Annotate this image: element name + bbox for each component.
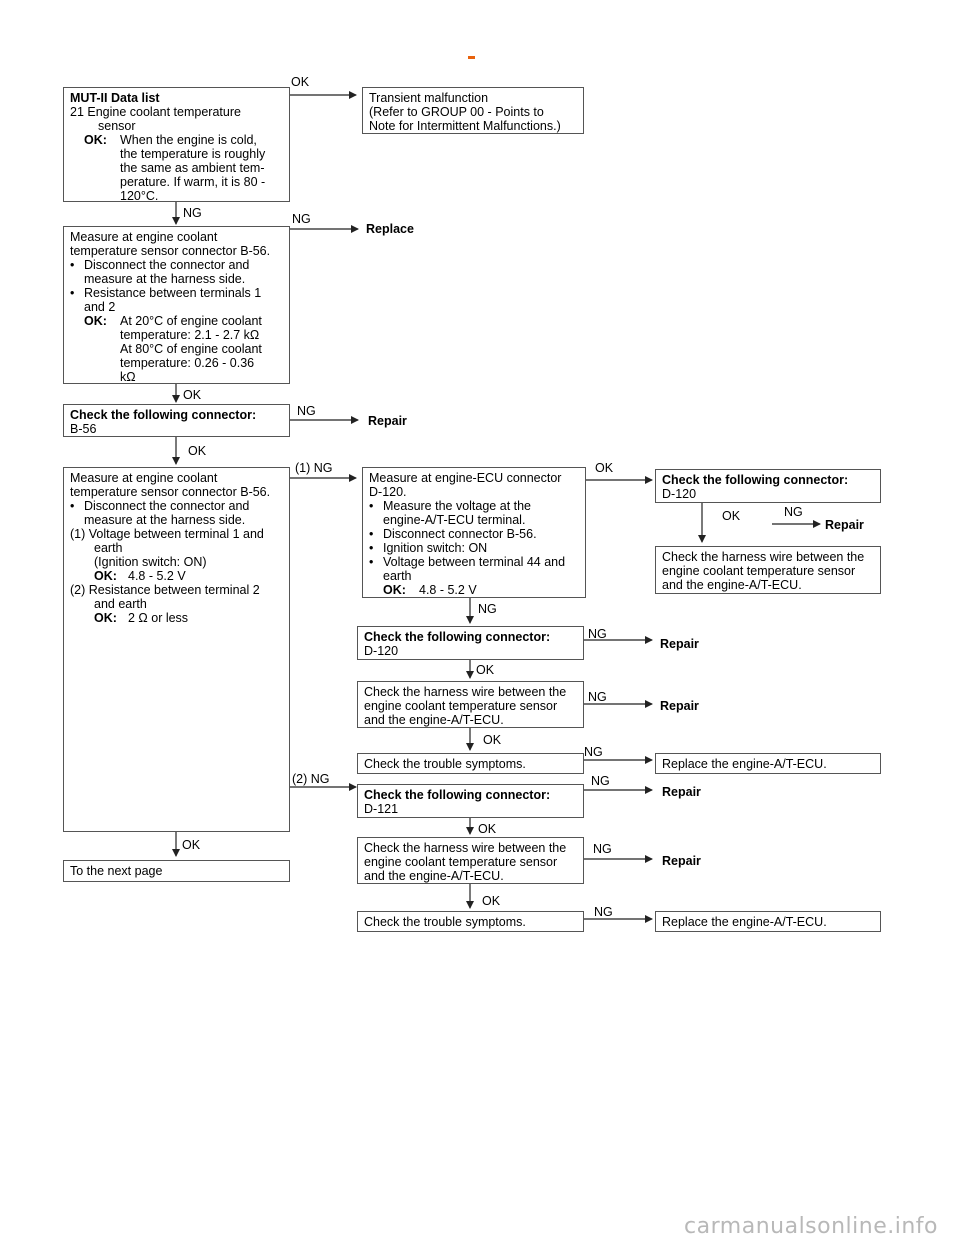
label-b56-ok: OK xyxy=(188,444,207,458)
label-harness1-ok: OK xyxy=(483,733,502,747)
result-repair-b56: Repair xyxy=(368,414,407,428)
check-connector-d120-mid-box: Check the following connector: D-120 xyxy=(357,626,584,660)
check-connector-d121-box: Check the following connector: D-121 xyxy=(357,784,584,818)
label-trouble2-ng: NG xyxy=(594,905,613,919)
label-d121-ok: OK xyxy=(478,822,497,836)
label-b56-ng: NG xyxy=(297,404,316,418)
label-mut-ng: NG xyxy=(183,206,202,220)
replace-ecu1-box: Replace the engine-A/T-ECU. xyxy=(655,753,881,774)
label-d120r-ng: NG xyxy=(784,505,803,519)
footer-watermark: carmanualsonline.info xyxy=(684,1214,938,1239)
label-harness2-ng: NG xyxy=(593,842,612,856)
measure-resistance-box: Measure at engine coolant temperature sensor connector B-56. Disconnect the connector and measure at the harness side. Resistance between terminals 1 and 2 OK: At 20°C of engine coolant temperature: 2.1 - 2.7 kΩ At 80°C of engine coolant temperature: 0.26 - 0.36 kΩ xyxy=(63,226,290,384)
label-res-ok: OK xyxy=(183,388,202,402)
label-res-ng: NG xyxy=(292,212,311,226)
check-harness-mid1-box: Check the harness wire between the engine coolant temperature sensor and the engine-A/T-ECU. xyxy=(357,681,584,728)
label-mut-ok: OK xyxy=(291,75,310,89)
result-repair-harness1: Repair xyxy=(660,699,699,713)
replace-ecu2-box: Replace the engine-A/T-ECU. xyxy=(655,911,881,932)
result-repair-d120-right: Repair xyxy=(825,518,864,532)
check-trouble-symptoms2-box: Check the trouble symptoms. xyxy=(357,911,584,932)
result-repair-d120-mid: Repair xyxy=(660,637,699,651)
transient-malfunction-box: Transient malfunction (Refer to GROUP 00 - Points to Note for Intermittent Malfunctions.) xyxy=(362,87,584,134)
label-trouble1-ng: NG xyxy=(584,745,603,759)
label-d121-ng: NG xyxy=(591,774,610,788)
check-harness-right-box: Check the harness wire between the engine coolant temperature sensor and the engine-A/T-ECU. xyxy=(655,546,881,594)
label-d120m-ng: NG xyxy=(588,627,607,641)
result-repair-d121: Repair xyxy=(662,785,701,799)
label-volt-ng1: (1) NG xyxy=(295,461,333,475)
label-volt-ng2: (2) NG xyxy=(292,772,330,786)
check-harness-mid2-box: Check the harness wire between the engine coolant temperature sensor and the engine-A/T-ECU. xyxy=(357,837,584,884)
label-ecu-ok: OK xyxy=(595,461,614,475)
label-volt-ok: OK xyxy=(182,838,201,852)
label-ecu-ng: NG xyxy=(478,602,497,616)
label-d120m-ok: OK xyxy=(476,663,495,677)
check-connector-b56-box: Check the following connector: B-56 xyxy=(63,404,290,437)
result-repair-harness2: Repair xyxy=(662,854,701,868)
mut-data-list-box: MUT-II Data list 21 Engine coolant temperature sensor OK: When the engine is cold, the temperature is roughly the same as ambient tem- perature. If warm, it is 80 - 120°C. xyxy=(63,87,290,202)
check-trouble-symptoms1-box: Check the trouble symptoms. xyxy=(357,753,584,774)
result-replace: Replace xyxy=(366,222,414,236)
box-title: MUT-II Data list xyxy=(70,91,160,105)
measure-ecu-connector-box: Measure at engine-ECU connector D-120. Measure the voltage at the engine-A/T-ECU terminal. Disconnect connector B-56. Ignition switch: ON Voltage between terminal 44 and earth OK: 4.8 - 5.2 V xyxy=(362,467,586,598)
check-connector-d120-right-box: Check the following connector: D-120 xyxy=(655,469,881,503)
label-harness2-ok: OK xyxy=(482,894,501,908)
measure-voltage-box: Measure at engine coolant temperature sensor connector B-56. Disconnect the connector and measure at the harness side. (1) Voltage between terminal 1 and earth (Ignition switch: ON) OK: 4.8 - 5.2 V (2) Resistance between terminal 2 and earth OK: 2 Ω or less xyxy=(63,467,290,832)
next-page-box[interactable]: To the next page xyxy=(63,860,290,882)
label-harness1-ng: NG xyxy=(588,690,607,704)
label-d120r-ok: OK xyxy=(722,509,741,523)
